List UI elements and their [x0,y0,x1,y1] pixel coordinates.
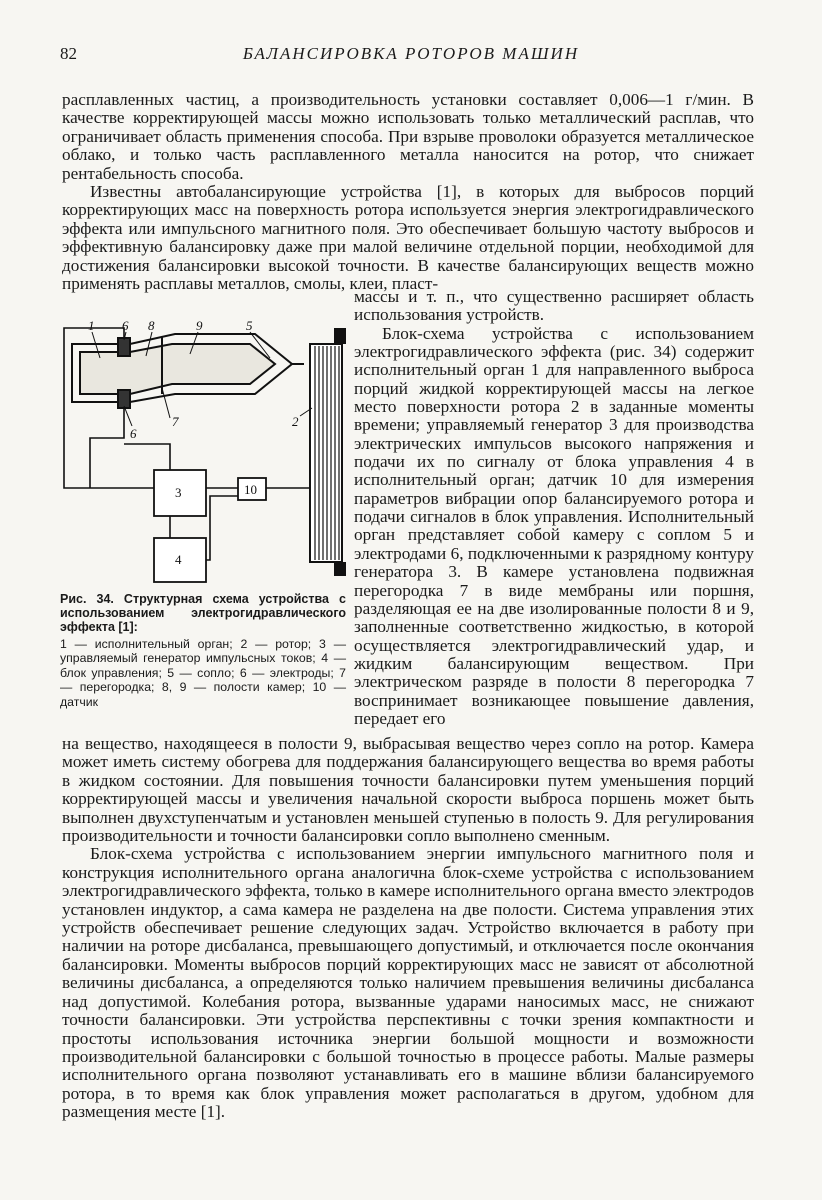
paragraph-1: расплавленных частиц, а производительность установки составляет 0,006—1 г/мин. В качестве корректирующей массы можно использовать только металлический расплав, что ограничивает область применения способа. При взрыве проволоки образуется металлическое облако, и только часть расплавленного металла наносится на ротор, что снижает рентабельность способа. [62,90,754,183]
paragraph-4: Блок-схема устройства с использованием энергии импульсного магнитного поля и конструкция исполнительного органа аналогична блок-схеме устройства с использованием электрогидравлического эффекта, только в камере исполнительного органа вместо электродов установлен индуктор, а сама камера не разделена на две полости. Система управления этих устройств обеспечивает решение следующих задач. Устройство включается в работу при наличии на роторе дисбаланса, превышающего допустимый, и отключается после окончания балансировки. Моменты выбросов порций корректирующих масс не зависят от абсолютной величины дисбаланса, а определяются только наличием превышения величины дисбаланса над допустимой. Колебания ротора, вызванные ударами наносимых масс, не снижают точности балансировки. Эти устройства перспективны с точки зрения компактности и простоты использования источника энергии большой мощности и возможности производительной балансировки с большой точностью в процессе работы. Малые размеры исполнительного органа позволяют устанавливать его в машине вблизи балансируемого ротора, в то время как блок управления может располагаться в другом, удобном для размещения месте [1]. [62,844,754,1122]
paragraph-2-continuation: массы и т. п., что существенно расширяет область использования устройств. [354,287,754,325]
electrode-top [118,338,130,356]
electrode-bottom [118,390,130,408]
chamber-inner [80,344,275,394]
label-5: 5 [246,318,253,333]
label-6-bottom: 6 [130,426,137,441]
page-number: 82 [60,44,77,63]
label-1: 1 [88,318,95,333]
paragraph-3-continuation: на вещество, находящееся в полости 9, выбрасывая вещество через сопло на ротор. Камера может иметь систему обогрева для поддержания балансирующего вещества во время работы в жидком состоянии. Для повышения точности балансировки путем уменьшения порций корректирующей массы и увеличения начальной скорости выброса поршень может быть выполнен двухступенчатым и установлен меньшей ступенью в полость 9. Для регулирования производительности и точности балансировки сопло выполнено сменным. [62,734,754,846]
label-7: 7 [172,414,179,429]
caption-title: Рис. 34. Структурная схема устройства с использованием электрогидравлического эффекта [1]: [60,592,346,634]
top-text-block [62,91,754,293]
bottom-text-block [62,735,754,1122]
block-diagram [60,298,346,588]
paragraph-2: Известны автобалансирующие устройства [1], в которых для выбросов порций корректирующих масс на поверхность ротора используется энергия электрогидравлического эффекта или импульсного магнитного поля. Это обеспечивает большую частоту выбросов и эффективную балансировку даже при малой величине отдельной порции, необходимой для достижения балансировки высокой точности. В качестве балансирующих веществ можно применять расплавы металлов, смолы, клеи, пласт- [62,182,754,294]
label-8: 8 [148,318,155,333]
paragraph-3: Блок-схема устройства с использованием электрогидравлического эффекта (рис. 34) содержит исполнительный орган 1 для направленного выброса порций жидкой корректирующей массы на легкое место поверхности ротора 2 в заданные моменты времени; управляемый генератор 3 для производства электрических импульсов высокого напряжения и подачи их по сигналу от блока управления 4 в исполнительный орган; датчик 10 для измерения параметров вибрации опор балансируемого ротора и подачи сигналов в блок управления. Исполнительный орган представляет собой камеру с соплом 5 и электродами 6, подключенными к разрядному контуру генератора 3. В камере установлена подвижная перегородка 7 в виде мембраны или поршня, разделяющая ее на две изолированные полости 8 и 9, заполненные соответственно жидкостью, в которой осуществляется электрогидравлический удар, и жидким балансирующим веществом. При электрическом разряде в полости 8 перегородка 7 воспринимает возникающее повышение давления, передает его [354,323,754,728]
rotor-drawing [310,328,346,576]
running-title: БАЛАНСИРОВКА РОТОРОВ МАШИН [242,44,580,63]
figure-34 [60,298,346,588]
label-6-top: 6 [122,318,129,333]
right-column-text [354,288,754,728]
label-2: 2 [292,414,299,429]
box-3-label: 3 [175,485,182,500]
box-10-label: 10 [244,482,257,497]
figure-caption [60,592,346,709]
box-4-label: 4 [175,552,182,567]
caption-legend: 1 — исполнительный орган; 2 — ротор; 3 — управляемый генератор импульсных токов; 4 — блок управления; 5 — сопло; 6 — электроды; 7 — перегородка; 8, 9 — полости камер; 10 — датчик [60,637,346,709]
label-9: 9 [196,318,203,333]
